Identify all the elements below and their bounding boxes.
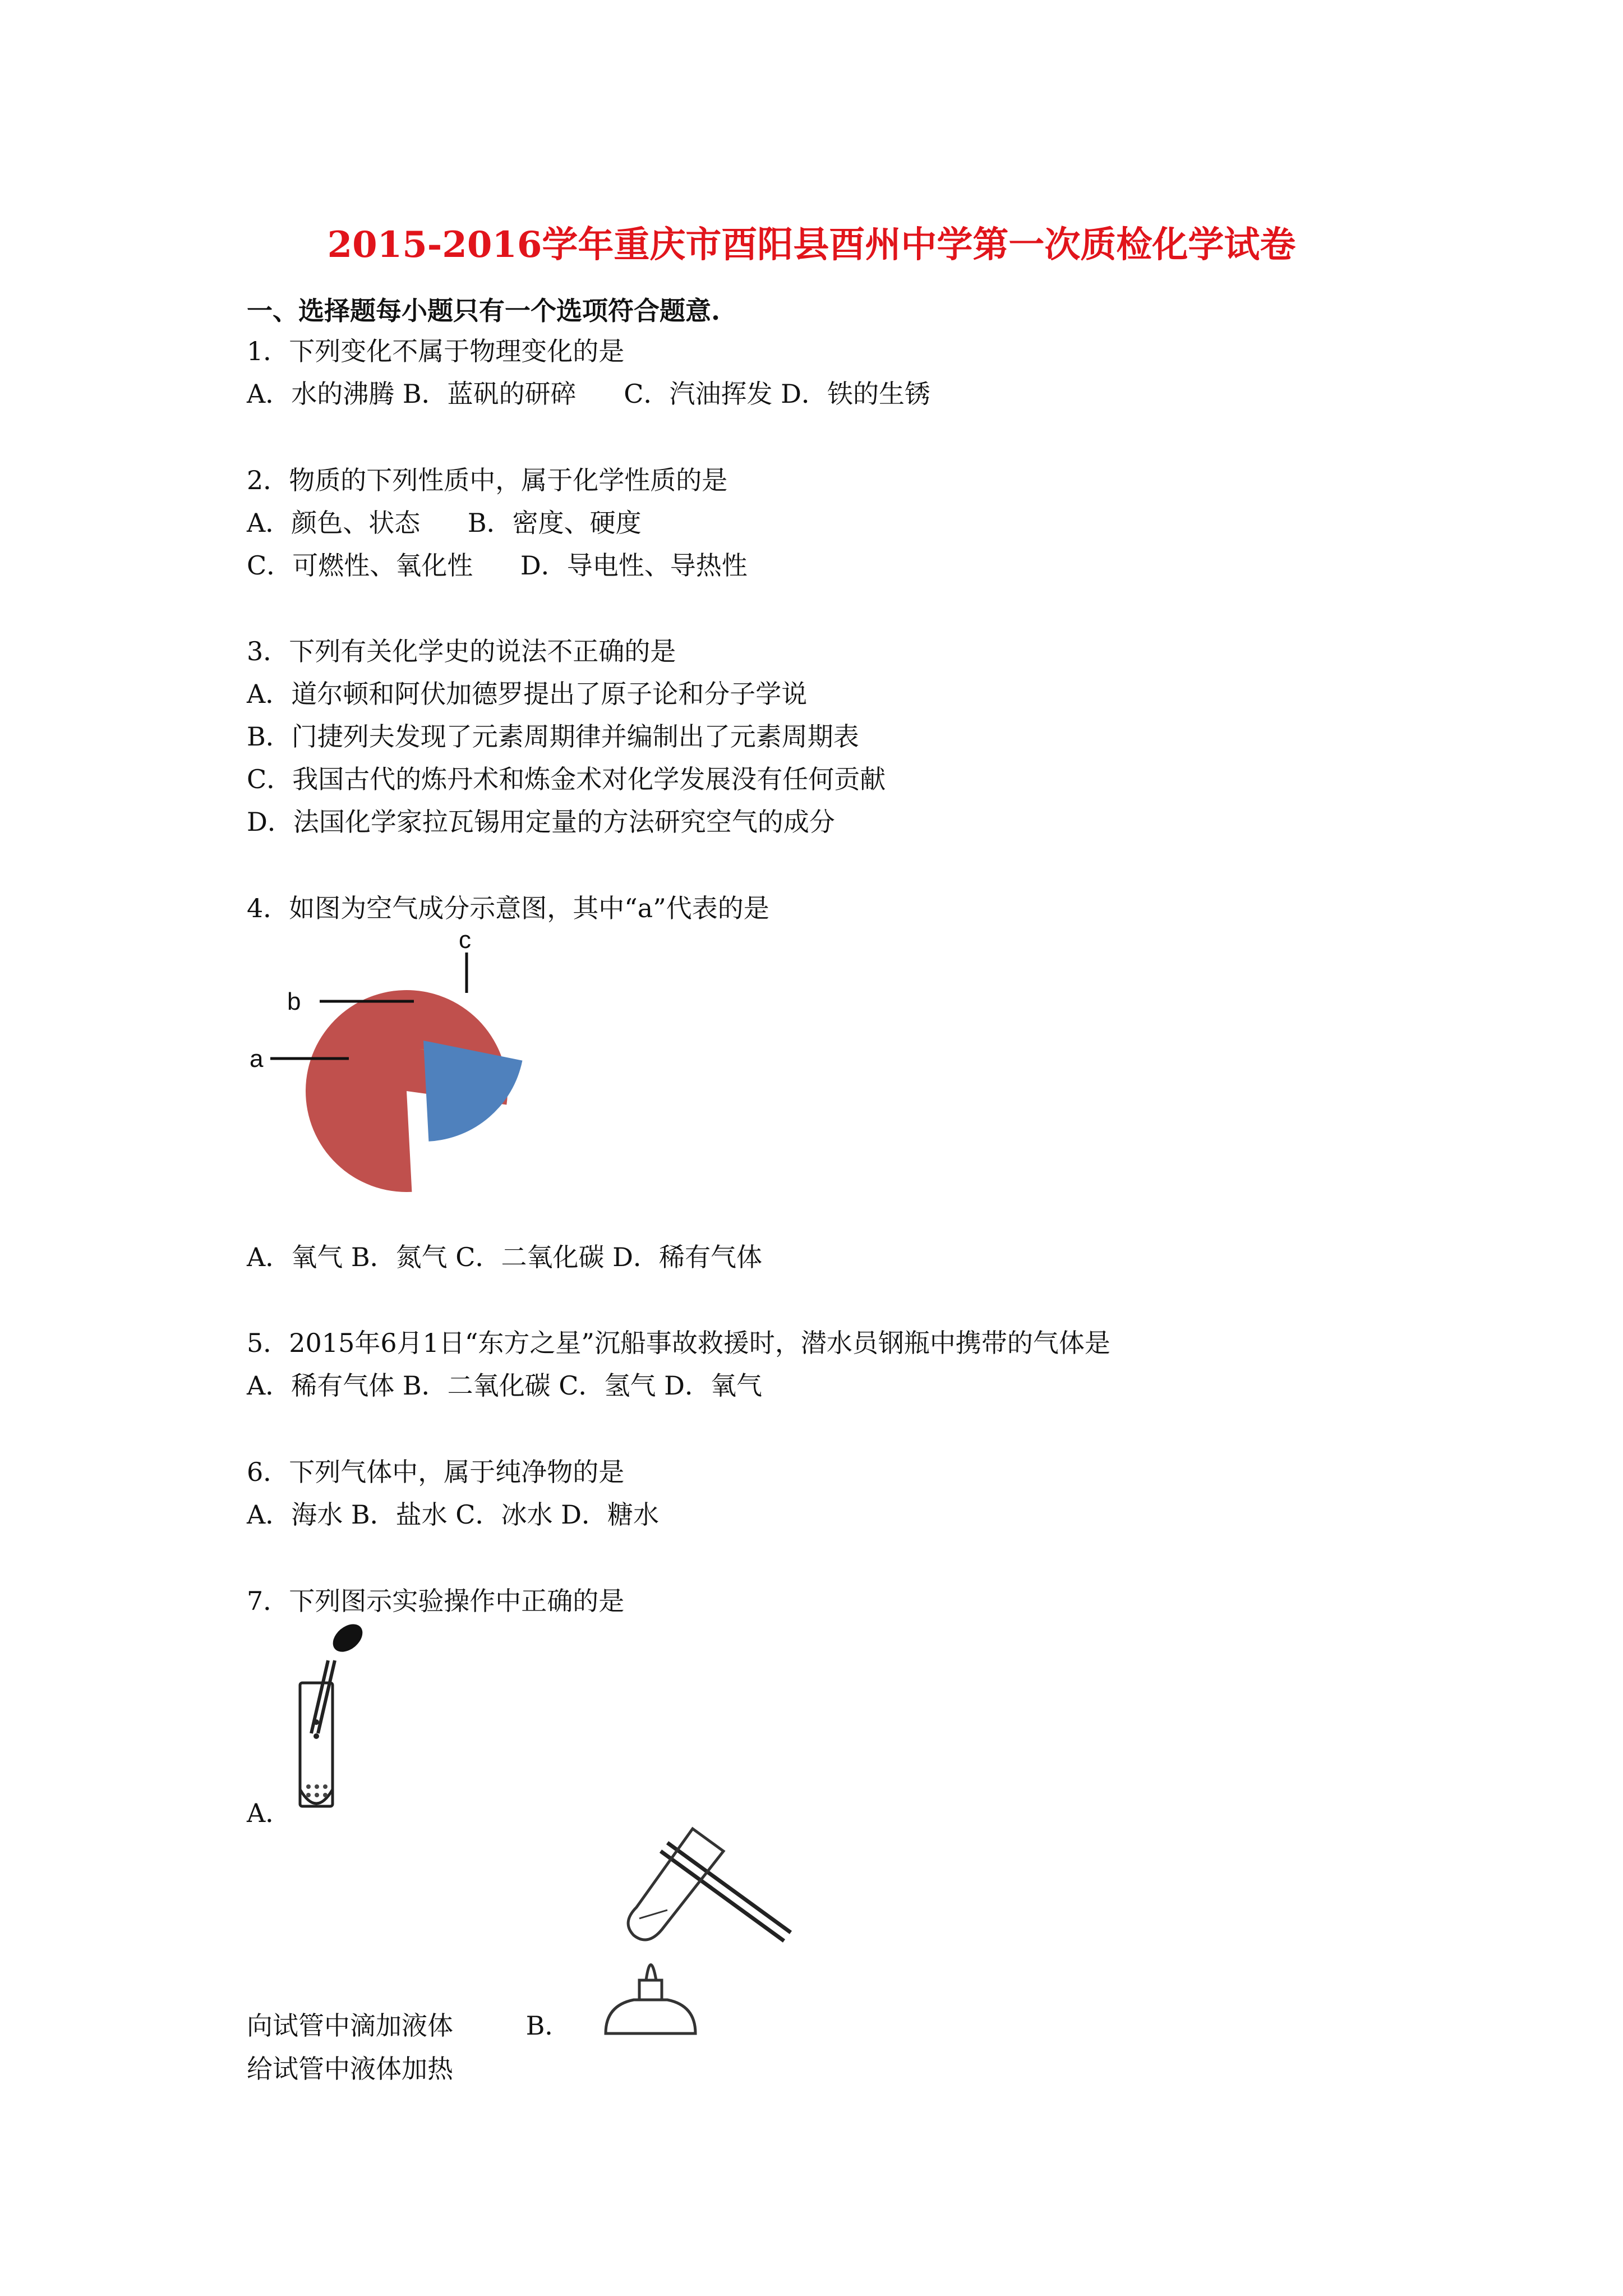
question-1-options (247, 374, 930, 411)
air-composition-pie-chart (236, 920, 550, 1279)
question-5-stem: 5．2015年6月1日“东方之星”沉船事故救援时，潜水员钢瓶中携带的气体是 (247, 1328, 1110, 1358)
question-4-options (247, 1237, 762, 1274)
question-2-stem: 2．物质的下列性质中，属于化学性质的是 (247, 465, 728, 495)
question-2-options-row1 (247, 503, 642, 540)
pie-label-b: b (287, 988, 301, 1015)
question-7-stem: 7．下列图示实验操作中正确的是 (247, 1586, 625, 1616)
option-d: D．糖水 (561, 1499, 660, 1530)
question-6-options (247, 1494, 659, 1531)
option-a: A．颜色、状态 (247, 508, 421, 538)
caption-heating-liquid: 给试管中液体加热 (247, 2054, 453, 2084)
dropper-test-tube-illustration (289, 1621, 379, 1818)
option-c: C．二氧化碳 (455, 1242, 605, 1272)
alcohol-lamp (606, 1965, 695, 2034)
option-a: A．水的沸腾 (247, 379, 395, 409)
option-b: B．氮气 (351, 1242, 448, 1272)
option-b: B．密度、硬度 (467, 508, 642, 538)
option-b-label: B． (525, 2010, 571, 2041)
option-c: C．可燃性、氧化性 (247, 550, 473, 581)
question-3-option-c: C．我国古代的炼丹术和炼金术对化学发展没有任何贡献 (247, 764, 886, 794)
section-heading: 一、选择题每小题只有一个选项符合题意. (247, 296, 721, 326)
pie-slice-c (423, 1041, 522, 1142)
option-d: D．导电性、导热性 (520, 550, 748, 581)
liquid-drop (313, 1719, 319, 1725)
caption-dropping-liquid: 向试管中滴加液体 (247, 2010, 453, 2041)
liquid-bubbles (306, 1784, 328, 1797)
option-d: D．铁的生锈 (781, 379, 931, 409)
question-7-caption-row (247, 2005, 570, 2042)
page-title: 2015-2016学年重庆市酉阳县酉州中学第一次质检化学试卷 (327, 224, 1296, 266)
question-7-option-a-label: A． (247, 1798, 292, 1828)
question-3-stem: 3．下列有关化学史的说法不正确的是 (247, 636, 676, 666)
question-3-option-a: A．道尔顿和阿伏加德罗提出了原子论和分子学说 (247, 679, 808, 709)
pie-label-a: a (250, 1045, 264, 1073)
pie-label-c: c (459, 926, 471, 954)
option-a: A．氧气 (247, 1242, 343, 1272)
option-c: C．汽油挥发 (624, 379, 773, 409)
question-3-option-d: D．法国化学家拉瓦锡用定量的方法研究空气的成分 (247, 807, 835, 837)
question-5-options (247, 1365, 762, 1402)
option-a: A．海水 (247, 1499, 343, 1530)
question-2-options-row2 (247, 545, 748, 582)
question-3-option-b: B．门捷列夫发现了元素周期律并编制出了元素周期表 (247, 721, 859, 752)
question-1-stem: 1．下列变化不属于物理变化的是 (247, 336, 625, 366)
option-d: D．稀有气体 (612, 1242, 763, 1272)
question-4-stem: 4．如图为空气成分示意图，其中“a”代表的是 (247, 893, 769, 923)
option-c: C．氢气 (559, 1370, 656, 1401)
dropper-bulb (328, 1618, 368, 1657)
option-b: B．二氧化碳 (402, 1370, 551, 1401)
liquid-drop (313, 1733, 319, 1739)
option-d: D．氧气 (664, 1370, 763, 1401)
heating-test-tube-illustration (594, 1820, 819, 2050)
option-a: A．稀有气体 (247, 1370, 395, 1401)
option-c: C．冰水 (455, 1499, 553, 1530)
question-6-stem: 6．下列气体中，属于纯净物的是 (247, 1457, 625, 1487)
test-tube-holder (661, 1843, 791, 1941)
option-b: B．盐水 (351, 1499, 448, 1530)
option-b: B．蓝矾的研碎 (402, 379, 577, 409)
